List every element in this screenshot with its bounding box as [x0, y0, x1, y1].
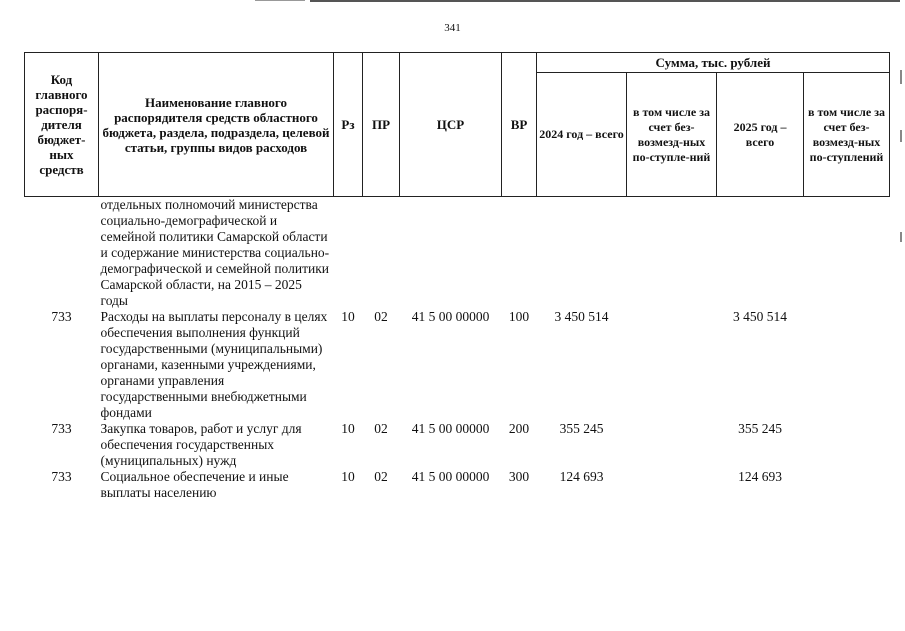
budget-table	[24, 52, 890, 501]
cell-2024-total: 355 245	[559, 421, 604, 436]
scan-edge-line	[310, 0, 900, 2]
scan-edge-mark	[900, 70, 902, 84]
cell-2024-total: 3 450 514	[554, 309, 609, 324]
cell-pr: 02	[374, 309, 388, 324]
cell-2024-total	[537, 197, 627, 310]
cell-name: Закупка товаров, работ и услуг для обеспечения государственных (муниципальных) нужд	[100, 421, 302, 468]
cell-2024-free	[627, 421, 717, 469]
cell-rz: 10	[341, 309, 355, 324]
table-row	[25, 469, 890, 501]
header-code: Код главного распоря-дителя бюджет-ных средств	[25, 53, 99, 197]
cell-vr: 100	[508, 309, 530, 324]
table-row	[25, 197, 890, 310]
cell-code: 733	[51, 469, 72, 484]
cell-pr	[363, 197, 400, 310]
cell-2025-total	[717, 197, 804, 310]
cell-name: Расходы на выплаты персоналу в целях обеспечения выполнения функций государственными (муниципальными) органами, казенными учреждениями, органами управления государственными внебюджетными фондами	[100, 309, 328, 420]
cell-vr: 200	[508, 421, 530, 436]
cell-name: отдельных полномочий министерства социально-демографической и семейной политики Самарской области и содержание министерства социально-демографической и семейной политики Самарской области, на 2015 – 2025 годы	[100, 197, 330, 308]
cell-2025-total: 124 693	[738, 469, 782, 484]
cell-2024-free	[627, 197, 717, 310]
table-row	[25, 421, 890, 469]
cell-2025-free	[804, 421, 890, 469]
cell-2025-total: 355 245	[738, 421, 782, 436]
header-vr: ВР	[502, 53, 537, 197]
cell-rz	[334, 197, 363, 310]
cell-2024-total: 124 693	[559, 469, 604, 484]
header-2024-total: 2024 год – всего	[537, 73, 627, 197]
cell-2024-free	[627, 469, 717, 501]
cell-2025-free	[804, 197, 890, 310]
scan-edge-mark	[900, 130, 902, 142]
scan-edge-line	[255, 0, 305, 1]
cell-vr	[502, 197, 537, 310]
cell-pr: 02	[374, 421, 388, 436]
cell-2025-free	[804, 309, 890, 421]
header-pr: ПР	[363, 53, 400, 197]
header-rz: Рз	[334, 53, 363, 197]
cell-2025-free	[804, 469, 890, 501]
cell-code: 733	[51, 309, 72, 324]
header-2024-free: в том числе за счет без-возмезд-ных по-ступле-ний	[627, 73, 717, 197]
scan-edge-mark	[900, 232, 902, 242]
cell-name: Социальное обеспечение и иные выплаты населению	[100, 469, 289, 500]
cell-2024-free	[627, 309, 717, 421]
cell-rz: 10	[341, 469, 355, 484]
cell-csr	[400, 197, 502, 310]
header-2025-total: 2025 год – всего	[717, 73, 804, 197]
page-number: 341	[444, 22, 461, 34]
cell-vr: 300	[508, 469, 530, 484]
cell-2025-total: 3 450 514	[733, 309, 787, 324]
cell-rz: 10	[341, 421, 355, 436]
header-sum: Сумма, тыс. рублей	[537, 53, 890, 73]
header-2025-free: в том числе за счет без-возмезд-ных по-ступлений	[804, 73, 890, 197]
cell-csr: 41 5 00 00000	[411, 309, 490, 324]
cell-csr: 41 5 00 00000	[411, 469, 490, 484]
header-csr: ЦСР	[400, 53, 502, 197]
cell-code	[25, 197, 99, 310]
cell-csr: 41 5 00 00000	[411, 421, 490, 436]
header-name: Наименование главного распорядителя средств областного бюджета, раздела, подраздела, целевой статьи, группы видов расходов	[99, 53, 334, 197]
cell-code: 733	[51, 421, 72, 436]
table-row	[25, 309, 890, 421]
cell-pr: 02	[374, 469, 388, 484]
